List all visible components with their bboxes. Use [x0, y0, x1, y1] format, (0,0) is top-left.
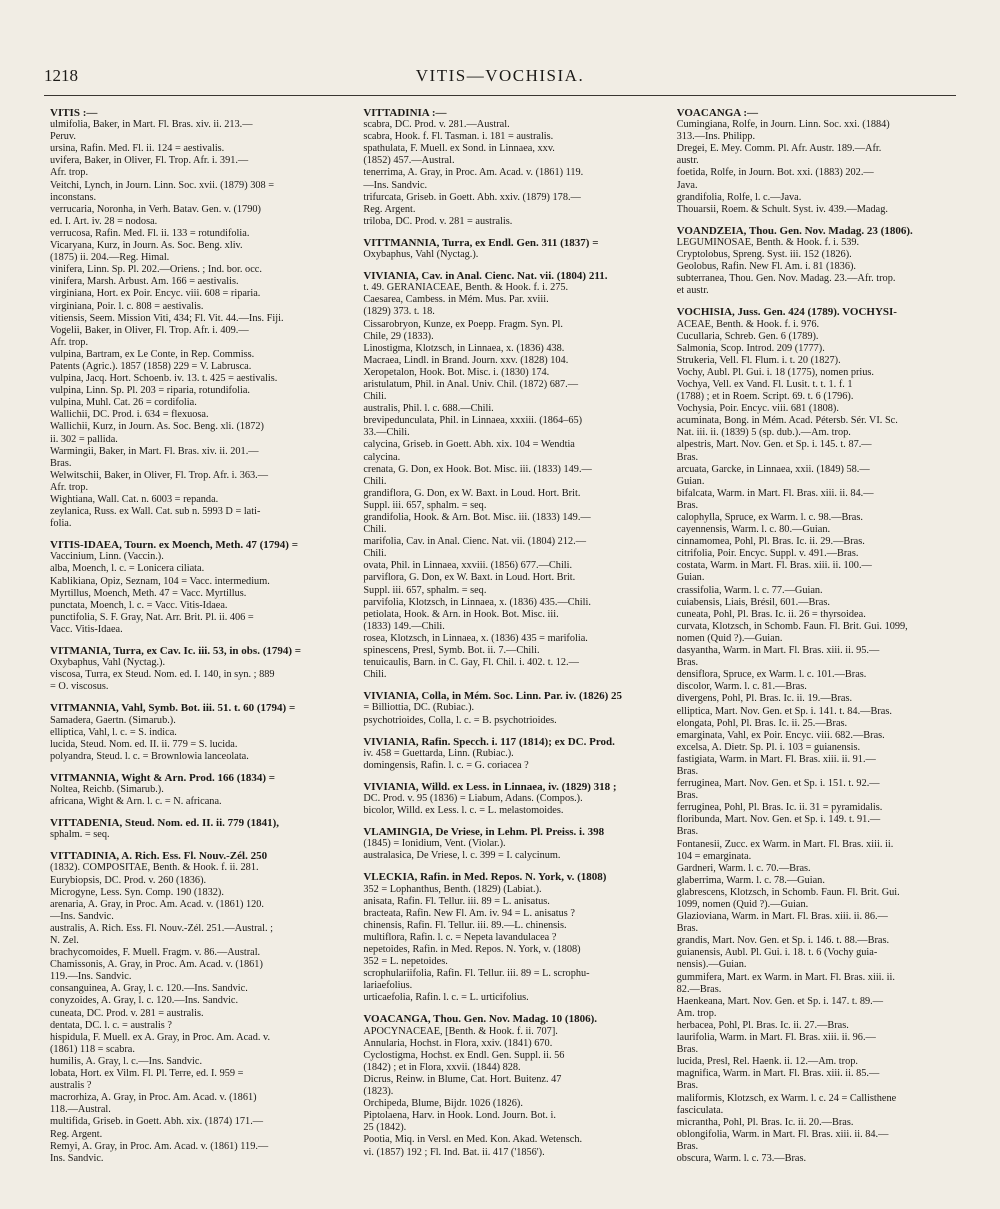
genus-heading: VITMANNIA, Wight & Arn. Prod. 166 (1834) = — [50, 771, 276, 784]
entry-line: grandis, Mart. Nov. Gen. et Sp. i. 146. t. 88.—Bras. — [676, 935, 890, 947]
entry-line: Bras. — [676, 1080, 699, 1092]
entry-line: Chamissonis, A. Gray, in Proc. Am. Acad. v. (1861) — [50, 959, 263, 971]
entry-line: folia. — [50, 518, 72, 530]
entry-line: Strukeria, Vell. Fl. Flum. i. t. 20 (1827). — [676, 354, 841, 366]
entry-line: Vicaryana, Kurz, in Journ. As. Soc. Beng. xliv. — [50, 240, 243, 252]
entry-line: 1099, nomen (Quid ?).—Guian. — [676, 899, 809, 910]
entry-line: spathulata, F. Muell. ex Sond. in Linnaea, xxv. — [363, 143, 555, 155]
entry-line: vulpina, Muhl. Cat. 26 = cordifolia. — [50, 397, 197, 409]
entry-line: gummifera, Mart. ex Warm. in Mart. Fl. Bras. xiii. ii. — [676, 971, 895, 983]
entry-block — [50, 539, 337, 636]
entry-line: Cumingiana, Rolfe, in Journ. Linn. Soc. xxi. (1884) — [676, 119, 890, 131]
entry-line: vitiensis, Seem. Mission Viti, 434; Fl. Vit. 44.—Ins. Fiji. — [50, 312, 284, 324]
entry-line: t. 49. GERANIACEAE, Benth. & Hook. f. i. 275. — [363, 282, 569, 294]
entry-line: 118.—Austral. — [50, 1104, 111, 1116]
entry-line: Annularia, Hochst. in Flora, xxiv. (1841) 670. — [363, 1037, 553, 1049]
entry-line: (1788) ; et in Roem. Script. 69. t. 6 (1796). — [676, 391, 854, 403]
entry-line: ulmifolia, Baker, in Mart. Fl. Bras. xiv. ii. 213.— — [50, 119, 253, 131]
entry-line: ferruginea, Mart. Nov. Gen. et Sp. i. 151. t. 92.— — [676, 778, 880, 790]
entry-line: ed. I. Art. iv. 28 = nodosa. — [50, 215, 158, 227]
entry-line: dasyantha, Warm. in Mart. Fl. Bras. xiii. ii. 95.— — [676, 645, 880, 657]
entry-line: Wallichii, Kurz, in Journ. As. Soc. Beng. xli. (1872) — [50, 421, 264, 433]
entry-line: scabra, Hook. f. Fl. Tasman. i. 181 = australis. — [363, 131, 554, 143]
entry-line: nensis).—Guian. — [676, 959, 747, 971]
entry-line: (1832). COMPOSITAE, Benth. & Hook. f. ii. 281. — [50, 862, 259, 874]
entry-line: Warmingii, Baker, in Mart. Fl. Bras. xiv. ii. 201.— — [50, 445, 259, 457]
entry-block — [363, 736, 650, 772]
entry-line: Remyi, A. Gray, in Proc. Am. Acad. v. (1861) 119.— — [50, 1140, 269, 1152]
text-columns — [50, 107, 964, 1195]
entry-line: Vochya, Vell. ex Vand. Fl. Lusit. t. t. 1. f. 1 — [676, 378, 853, 390]
entry-line: glaberrima, Warm. l. c. 78.—Guian. — [676, 874, 825, 886]
entry-line: Bras. — [676, 451, 699, 463]
entry-line: nomen (Quid ?).—Guian. — [676, 632, 783, 644]
entry-line: viscosa, Turra, ex Steud. Nom. ed. I. 140, in syn. ; 889 — [50, 669, 275, 681]
entry-line: Wightiana, Wall. Cat. n. 6003 = repanda. — [50, 494, 219, 505]
entry-line: crassifolia, Warm. l. c. 77.—Guian. — [676, 584, 823, 596]
entry-line: bicolor, Willd. ex Less. l. c. = L. melastomoides. — [363, 805, 564, 817]
entry-line: obscura, Warm. l. c. 73.—Bras. — [676, 1152, 807, 1164]
entry-line: Suppl. iii. 657, sphalm. = seq. — [363, 499, 487, 511]
entry-line: arcuata, Garcke, in Linnaea, xxii. (1849) 58.— — [676, 463, 870, 475]
entry-line: 25 (1842). — [363, 1122, 407, 1134]
entry-line: scrophulariifolia, Rafin. Fl. Tellur. iii. 89 = L. scrophu- — [363, 968, 590, 980]
entry-line: emarginata, Vahl, ex Poir. Encyc. viii. 682.—Bras. — [676, 729, 885, 741]
entry-line: bracteata, Rafin. New Fl. Am. iv. 94 = L. anisatus ? — [363, 907, 575, 919]
entry-block — [363, 826, 650, 862]
entry-line: Bras. — [676, 790, 699, 802]
entry-line: ovata, Phil. in Linnaea, xxviii. (1856) 677.—Chili. — [363, 560, 573, 572]
entry-line: fasciculata. — [676, 1104, 724, 1116]
entry-line: grandifolia, Rolfe, l. c.—Java. — [676, 191, 802, 203]
entry-line: (1833) 149.—Chili. — [363, 620, 445, 632]
entry-line: punctata, Moench, l. c. = Vacc. Vitis-Idaea. — [50, 599, 228, 611]
entry-block — [363, 690, 650, 726]
entry-line: crenata, G. Don, ex Hook. Bot. Misc. iii. (1833) 149.— — [363, 463, 592, 475]
page-number: 1218 — [44, 66, 78, 85]
entry-line: parviflora, G. Don, ex W. Baxt. in Loud. Hort. Brit. — [363, 572, 576, 584]
entry-line: zeylanica, Russ. ex Wall. Cat. sub n. 5993 D = lati- — [50, 506, 261, 518]
page-header — [44, 66, 956, 90]
entry-line: Bras. — [676, 923, 699, 935]
entry-line: iv. 458 = Guettarda, Linn. (Rubiac.). — [363, 747, 514, 759]
entry-line: (1861) 118 = scabra. — [50, 1043, 135, 1055]
entry-line: Cissarobryon, Kunze, ex Poepp. Fragm. Syn. Pl. — [363, 318, 563, 330]
entry-block — [677, 306, 964, 1165]
entry-line: austr. — [676, 155, 699, 167]
entry-line: Vogelii, Baker, in Oliver, Fl. Trop. Afr. i. 409.— — [50, 324, 249, 336]
entry-line: verrucosa, Rafin. Med. Fl. ii. 133 = rotundifolia. — [50, 227, 250, 239]
entry-block — [363, 270, 650, 681]
entry-line: conyzoides, A. Gray, l. c. 120.—Ins. Sandvic. — [50, 995, 239, 1007]
entry-line: Bras. — [50, 457, 72, 469]
entry-line: Samadera, Gaertn. (Simarub.). — [50, 714, 176, 726]
entry-line: verrucaria, Noronha, in Verh. Batav. Gen. v. (1790) — [50, 203, 261, 215]
entry-line: herbacea, Pohl, Pl. Bras. Ic. ii. 27.—Bras. — [676, 1019, 849, 1031]
entry-block — [50, 107, 337, 530]
entry-line: nepetoides, Rafin. in Med. Repos. N. York, v. (1808) — [363, 944, 581, 955]
entry-line: chinensis, Rafin. Fl. Tellur. iii. 89.—L. chinensis. — [363, 919, 567, 931]
entry-block — [363, 781, 650, 817]
entry-line: petiolata, Hook. & Arn. in Hook. Bot. Misc. iii. — [363, 608, 559, 620]
entry-line: spinescens, Presl, Symb. Bot. ii. 7.—Chili. — [363, 645, 540, 657]
entry-line: punctifolia, S. F. Gray, Nat. Arr. Brit. Pl. ii. 406 = — [50, 611, 254, 623]
entry-line: 119.—Ins. Sandvic. — [50, 971, 132, 983]
entry-line: Reg. Argent. — [50, 1128, 103, 1140]
entry-line: Bras. — [676, 1044, 699, 1056]
entry-line: urticaefolia, Rafin. l. c. = L. urticifolius. — [363, 992, 529, 1004]
entry-line: cinnamomea, Pohl, Pl. Bras. Ic. ii. 29.—Bras. — [676, 536, 865, 548]
entry-line: grandifolia, Hook. & Arn. Bot. Misc. iii. (1833) 149.— — [363, 512, 591, 523]
entry-line: lariaefolius. — [363, 980, 413, 992]
entry-line: domingensis, Rafin. l. c. = G. coriacea ? — [363, 759, 529, 771]
entry-line: ii. 302 = pallida. — [50, 433, 118, 445]
entry-line: cuneata, Pohl, Pl. Bras. Ic. ii. 26 = thyrsoidea. — [676, 608, 866, 620]
entry-line: foetida, Rolfe, in Journ. Bot. xxi. (1883) 202.— — [676, 167, 874, 179]
entry-line: 82.—Bras. — [676, 983, 722, 995]
entry-line: elliptica, Mart. Nov. Gen. et Sp. i. 141. t. 84.—Bras. — [676, 705, 892, 717]
entry-line: scabra, DC. Prod. v. 281.—Austral. — [363, 119, 510, 131]
entry-line: Bras. — [676, 826, 699, 838]
entry-line: elliptica, Vahl, l. c. = S. indica. — [50, 726, 177, 738]
entry-line: Suppl. iii. 657, sphalm. = seq. — [363, 584, 487, 596]
entry-line: aristulatum, Phil. in Anal. Univ. Chil. (1872) 687.— — [363, 378, 579, 390]
entry-line: Vochysia, Poir. Encyc. viii. 681 (1808). — [676, 403, 839, 415]
entry-line: tenuicaulis, Barn. in C. Gay, Fl. Chil. i. 402. t. 12.— — [363, 657, 579, 669]
entry-line: cuiabensis, Liais, Brésil, 601.—Bras. — [676, 596, 830, 608]
entry-line: LEGUMINOSAE, Benth. & Hook. f. i. 539. — [676, 236, 860, 248]
genus-heading: VITMANNIA, Vahl, Symb. Bot. iii. 51. t. 60 (1794) = — [50, 702, 296, 715]
entry-line: 313.—Ins. Philipp. — [676, 131, 756, 143]
entry-line: vulpina, Jacq. Hort. Schoenb. iv. 13. t. 425 = aestivalis. — [50, 373, 278, 385]
entry-line: = Billiottia, DC. (Rubiac.). — [363, 702, 475, 714]
entry-line: curvata, Klotzsch, in Schomb. Faun. Fl. Brit. Gui. 1099, — [676, 620, 908, 632]
entry-line: = O. viscosus. — [50, 681, 109, 693]
entry-line: Myrtillus, Moench, Meth. 47 = Vacc. Myrtillus. — [50, 587, 247, 599]
entry-line: (1852) 457.—Austral. — [363, 155, 455, 167]
entry-line: multifida, Griseb. in Goett. Abh. xix. (1874) 171.— — [50, 1116, 264, 1128]
entry-line: parvifolia, Klotzsch, in Linnaea, x. (1836) 435.—Chili. — [363, 596, 591, 608]
entry-line: Peruv. — [50, 131, 76, 143]
entry-line: excelsa, A. Dietr. Sp. Pl. i. 103 = guianensis. — [676, 741, 861, 753]
entry-line: 104 = emarginata. — [676, 850, 752, 862]
column-1 — [50, 107, 337, 1195]
entry-line: discolor, Warm. l. c. 81.—Bras. — [676, 681, 807, 693]
entry-line: tenerrima, A. Gray, in Proc. Am. Acad. v. (1861) 119. — [363, 167, 584, 179]
column-2 — [363, 107, 650, 1195]
entry-block — [677, 225, 964, 298]
entry-line: hispidula, F. Muell. ex A. Gray, in Proc. Am. Acad. v. — [50, 1031, 271, 1043]
entry-line: 352 = Lophanthus, Benth. (1829) (Labiat.). — [363, 883, 542, 895]
entry-line: Kablikiana, Opiz, Seznam, 104 = Vacc. intermedium. — [50, 575, 270, 587]
entry-line: africana, Wight & Arn. l. c. = N. africana. — [50, 796, 222, 808]
entry-line: lobata, Hort. ex Vilm. Fl. Pl. Terre, ed. I. 959 = — [50, 1068, 244, 1080]
entry-line: Chili. — [363, 669, 387, 681]
genus-heading: VOANDZEIA, Thou. Gen. Nov. Madag. 23 (1806). — [676, 224, 913, 237]
entry-line: Bras. — [676, 657, 699, 669]
genus-heading: VITTADINIA, A. Rich. Ess. Fl. Nouv.-Zél. 250 — [50, 850, 268, 863]
entry-line: Guian. — [676, 475, 705, 487]
entry-line: Vaccinium, Linn. (Vaccin.). — [50, 551, 164, 563]
entry-line: cayennensis, Warm. l. c. 80.—Guian. — [676, 524, 831, 536]
entry-line: trifurcata, Griseb. in Goett. Abh. xxiv. (1879) 178.— — [363, 191, 581, 203]
entry-block — [363, 107, 650, 228]
entry-line: Oxybaphus, Vahl (Nyctag.). — [363, 249, 479, 261]
entry-line: —Ins. Sandvic. — [50, 910, 114, 922]
entry-line: et austr. — [676, 285, 709, 297]
entry-block — [363, 1013, 650, 1158]
entry-line: micrantha, Pohl, Pl. Bras. Ic. ii. 20.—Bras. — [676, 1116, 854, 1128]
entry-line: Bras. — [676, 765, 699, 777]
entry-line: laurifolia, Warm. in Mart. Fl. Bras. xiii. ii. 96.— — [676, 1032, 876, 1044]
genus-heading: VITTMANNIA, Turra, ex Endl. Gen. 311 (1837) = — [363, 236, 599, 249]
entry-line: 352 = L. nepetoides. — [363, 956, 448, 968]
entry-line: Vochy, Aubl. Pl. Gui. i. 18 (1775), nomen prius. — [676, 366, 875, 378]
entry-line: acuminata, Bong. in Mém. Acad. Pétersb. Sér. VI. Sc. — [676, 415, 898, 427]
genus-heading: VIVIANIA, Willd. ex Less. in Linnaea, iv. (1829) 318 ; — [363, 780, 617, 793]
entry-line: vulpina, Linn. Sp. Pl. 203 = riparia, rotundifolia. — [50, 385, 250, 397]
entry-line: australis, Phil. l. c. 688.—Chili. — [363, 403, 494, 415]
entry-line: citrifolia, Poir. Encyc. Suppl. v. 491.—Bras. — [676, 548, 859, 560]
genus-heading: VITTADENIA, Steud. Nom. ed. II. ii. 779 (1841), — [50, 817, 279, 830]
entry-line: bifalcata, Warm. in Mart. Fl. Bras. xiii. ii. 84.— — [676, 487, 874, 499]
entry-block — [363, 237, 650, 261]
entry-line: Gardneri, Warm. l. c. 70.—Bras. — [676, 862, 811, 874]
entry-line: lucida, Steud. Nom. ed. II. ii. 779 = S. lucida. — [50, 738, 238, 750]
entry-line: psychotrioides, Colla, l. c. = B. psychotrioides. — [363, 714, 557, 726]
entry-line: Afr. trop. — [50, 167, 89, 179]
entry-line: Java. — [676, 179, 698, 191]
genus-heading: VIVIANIA, Colla, in Mém. Soc. Linn. Par. iv. (1826) 25 — [363, 690, 623, 703]
entry-line: Pootia, Miq. in Versl. en Med. Kon. Akad. Wetensch. — [363, 1134, 583, 1146]
entry-line: macrorhiza, A. Gray, in Proc. Am. Acad. v. (1861) — [50, 1092, 257, 1104]
entry-line: rosea, Klotzsch, in Linnaea, x. (1836) 435 = marifolia. — [363, 632, 588, 644]
genus-heading: VOACANGA :— — [676, 107, 759, 119]
entry-line: Oxybaphus, Vahl (Nyctag.). — [50, 657, 166, 669]
entry-line: australis, A. Rich. Ess. Fl. Nouv.-Zél. 251.—Austral. ; — [50, 922, 273, 934]
entry-line: Cucullaria, Schreb. Gen. 6 (1789). — [676, 330, 819, 342]
entry-line: Guian. — [676, 572, 705, 584]
entry-line: Glazioviana, Warm. in Mart. Fl. Bras. xiii. ii. 86.— — [676, 911, 888, 923]
entry-line: alpestris, Mart. Nov. Gen. et Sp. i. 145. t. 87.— — [676, 439, 872, 451]
entry-line: Orchipeda, Blume, Bijdr. 1026 (1826). — [363, 1098, 523, 1110]
entry-line: DC. Prod. v. 95 (1836) = Liabum, Adans. (Compos.). — [363, 792, 583, 804]
genus-heading: VITIS-IDAEA, Tourn. ex Moench, Meth. 47 (1794) = — [50, 539, 298, 552]
entry-line: anisata, Rafin. Fl. Tellur. iii. 89 = L. anisatus. — [363, 895, 550, 907]
entry-line: Eurybiopsis, DC. Prod. v. 260 (1836). — [50, 874, 207, 886]
entry-line: Veitchi, Lynch, in Journ. Linn. Soc. xvii. (1879) 308 = — [50, 179, 275, 191]
genus-heading: VLAMINGIA, De Vriese, in Lehm. Pl. Preiss. i. 398 — [363, 826, 605, 839]
entry-line: (1875) ii. 204.—Reg. Himal. — [50, 252, 170, 264]
header-rule — [44, 95, 956, 96]
genus-heading: VLECKIA, Rafin. in Med. Repos. N. York, v. (1808) — [363, 871, 607, 884]
entry-line: marifolia, Cav. in Anal. Cienc. Nat. vii. (1804) 212.— — [363, 536, 587, 548]
entry-line: maliformis, Klotzsch, ex Warm. l. c. 24 = Callisthene — [676, 1092, 897, 1104]
entry-line: (1829) 373. t. 18. — [363, 306, 435, 318]
entry-line: —Ins. Sandvic. — [363, 179, 428, 191]
entry-line: Reg. Argent. — [363, 203, 416, 215]
genus-heading: VITMANIA, Turra, ex Cav. Ic. iii. 53, in obs. (1794) = — [50, 645, 302, 658]
entry-line: Chili. — [363, 391, 387, 403]
entry-line: polyandra, Steud. l. c. = Brownlowia lanceolata. — [50, 750, 249, 762]
entry-line: glabrescens, Klotzsch, in Schomb. Faun. Fl. Brit. Gui. — [676, 886, 900, 898]
entry-line: vi. (1857) 192 ; Fl. Ind. Bat. ii. 417 ('1856'). — [363, 1146, 545, 1158]
entry-line: Welwitschii, Baker, in Oliver, Fl. Trop. Afr. i. 363.— — [50, 469, 269, 481]
entry-line: guianensis, Aubl. Pl. Gui. i. 18. t. 6 (Vochy guia- — [676, 947, 878, 959]
entry-line: Chile, 29 (1833). — [363, 330, 434, 342]
entry-line: grandiflora, G. Don, ex W. Baxt. in Loud. Hort. Brit. — [363, 487, 581, 499]
entry-line: Piptolaena, Harv. in Hook. Lond. Journ. Bot. i. — [363, 1110, 556, 1122]
entry-line: ferruginea, Pohl, Pl. Bras. Ic. ii. 31 = pyramidalis. — [676, 802, 883, 814]
genus-heading: VITIS :— — [50, 107, 98, 119]
entry-line: 33.—Chili. — [363, 427, 410, 439]
entry-line: uvifera, Baker, in Oliver, Fl. Trop. Afr. i. 391.— — [50, 155, 249, 167]
entry-line: (1845) = Ionidium, Vent. (Violar.). — [363, 838, 506, 850]
entry-line: Fontanesii, Zucc. ex Warm. in Mart. Fl. Bras. xiii. ii. — [676, 838, 894, 850]
entry-block — [50, 817, 337, 841]
entry-line: Vacc. Vitis-Idaea. — [50, 623, 123, 635]
entry-line: Xeropetalon, Hook. Bot. Misc. i. (1830) 174. — [363, 366, 550, 378]
entry-line: Patents (Agric.). 1857 (1858) 229 = V. Labrusca. — [50, 360, 252, 372]
entry-line: calycina. — [363, 451, 401, 463]
entry-line: Am. trop. — [676, 1007, 717, 1019]
entry-block — [50, 772, 337, 808]
entry-line: Nat. iii. ii. (1839) 5 (sp. dub.).—Am. trop. — [676, 427, 851, 439]
entry-line: Dicrus, Reinw. in Blume, Cat. Hort. Buitenz. 47 — [363, 1073, 562, 1085]
running-head: VITIS—VOCHISIA. — [415, 66, 585, 85]
entry-line: Afr. trop. — [50, 336, 89, 348]
entry-block — [677, 107, 964, 216]
entry-line: Chili. — [363, 524, 387, 536]
entry-line: costata, Warm. in Mart. Fl. Bras. xiii. ii. 100.— — [676, 560, 872, 572]
entry-line: vulpina, Bartram, ex Le Conte, in Rep. Commiss. — [50, 348, 255, 360]
entry-line: Microgyne, Less. Syn. Comp. 190 (1832). — [50, 886, 224, 898]
entry-line: australasica, De Vriese, l. c. 399 = I. calycinum. — [363, 850, 561, 862]
entry-line: inconstans. — [50, 191, 97, 203]
entry-line: calophylla, Spruce, ex Warm. l. c. 98.—Bras. — [676, 512, 863, 523]
entry-block — [50, 850, 337, 1164]
entry-line: Macraea, Lindl. in Brand. Journ. xxv. (1828) 104. — [363, 354, 569, 366]
genus-heading: VIVIANIA, Rafin. Specch. i. 117 (1814); ex DC. Prod. — [363, 735, 615, 748]
entry-block — [363, 871, 650, 1004]
entry-line: arenaria, A. Gray, in Proc. Am. Acad. v. (1861) 120. — [50, 898, 264, 910]
entry-line: Cryptolobus, Spreng. Syst. iii. 152 (1826). — [676, 249, 852, 261]
entry-line: Salmonia, Scop. Introd. 209 (1777). — [676, 342, 825, 354]
entry-line: virginiana, Poir. l. c. 808 = aestivalis. — [50, 300, 204, 312]
entry-line: brachycomoides, F. Muell. Fragm. v. 86.—Austral. — [50, 947, 261, 959]
entry-line: virginiana, Hort. ex Poir. Encyc. viii. 608 = riparia. — [50, 288, 261, 300]
entry-line: alba, Moench, l. c. = Lonicera ciliata. — [50, 563, 205, 575]
entry-line: Ins. Sandvic. — [50, 1152, 104, 1164]
entry-line: lucida, Presl, Rel. Haenk. ii. 12.—Am. trop. — [676, 1056, 858, 1068]
entry-line: Bras. — [676, 499, 699, 511]
entry-line: divergens, Pohl, Pl. Bras. Ic. ii. 19.—Bras. — [676, 693, 853, 705]
entry-line: floribunda, Mart. Nov. Gen. et Sp. i. 149. t. 91.— — [676, 814, 881, 826]
entry-line: sphalm. = seq. — [50, 829, 110, 841]
entry-line: vinifera, Linn. Sp. Pl. 202.—Oriens. ; Ind. bor. occ. — [50, 264, 262, 276]
entry-line: Thouarsii, Roem. & Schult. Syst. iv. 439.—Madag. — [676, 203, 888, 215]
entry-line: Wallichii, DC. Prod. i. 634 = flexuosa. — [50, 409, 209, 421]
entry-line: subterranea, Thou. Gen. Nov. Madag. 23.—Afr. trop. — [676, 273, 896, 285]
genus-heading: VOACANGA, Thou. Gen. Nov. Madag. 10 (1806). — [363, 1013, 597, 1026]
entry-line: Dregei, E. Mey. Comm. Pl. Afr. Austr. 189.—Afr. — [676, 143, 882, 155]
entry-line: Afr. trop. — [50, 481, 89, 493]
entry-line: Linostigma, Klotzsch, in Linnaea, x. (1836) 438. — [363, 342, 565, 354]
entry-line: Geolobus, Rafin. New Fl. Am. i. 81 (1836). — [676, 261, 856, 273]
column-3 — [677, 107, 964, 1195]
entry-line: APOCYNACEAE, [Benth. & Hook. f. ii. 707]. — [363, 1025, 558, 1037]
entry-line: consanguinea, A. Gray, l. c. 120.—Ins. Sandvic. — [50, 983, 248, 995]
entry-line: ursina, Rafin. Med. Fl. ii. 124 = aestivalis. — [50, 143, 225, 155]
entry-line: Chili. — [363, 475, 387, 487]
entry-line: fastigiata, Warm. in Mart. Fl. Bras. xiii. ii. 91.— — [676, 753, 876, 765]
entry-line: brevipedunculata, Phil. in Linnaea, xxxiii. (1864–65) — [363, 415, 583, 427]
entry-line: oblongifolia, Warm. in Mart. Fl. Bras. xiii. ii. 84.— — [676, 1128, 889, 1140]
entry-line: densiflora, Spruce, ex Warm. l. c. 101.—Bras. — [676, 669, 867, 681]
entry-line: Caesarea, Cambess. in Mém. Mus. Par. xviii. — [363, 294, 549, 306]
entry-line: elongata, Pohl, Pl. Bras. Ic. ii. 25.—Bras. — [676, 717, 848, 729]
entry-line: N. Zel. — [50, 935, 79, 946]
entry-line: dentata, DC. l. c. = australis ? — [50, 1019, 172, 1031]
entry-line: cuneata, DC. Prod. v. 281 = australis. — [50, 1007, 204, 1019]
entry-line: australis ? — [50, 1080, 92, 1092]
entry-line: vinifera, Marsh. Arbust. Am. 166 = aestivalis. — [50, 276, 239, 288]
entry-line: humilis, A. Gray, l. c.—Ins. Sandvic. — [50, 1055, 203, 1067]
entry-block — [50, 702, 337, 762]
genus-heading: VIVIANIA, Cav. in Anal. Cienc. Nat. vii. (1804) 211. — [363, 270, 608, 283]
entry-block — [50, 645, 337, 693]
entry-line: (1842) ; et in Flora, xxvii. (1844) 828. — [363, 1061, 521, 1073]
entry-line: multiflora, Rafin. l. c. = Nepeta lavandulacea ? — [363, 931, 557, 943]
entry-line: (1823). — [363, 1086, 394, 1098]
entry-line: triloba, DC. Prod. v. 281 = australis. — [363, 215, 513, 227]
entry-line: Chili. — [363, 548, 387, 560]
entry-line: Bras. — [676, 1140, 699, 1152]
genus-heading: VITTADINIA :— — [363, 107, 447, 119]
entry-line: calycina, Griseb. in Goett. Abh. xix. 104 = Wendtia — [363, 439, 575, 451]
entry-line: Cyclostigma, Hochst. ex Endl. Gen. Suppl. ii. 56 — [363, 1049, 565, 1061]
entry-line: ACEAE, Benth. & Hook. f. i. 976. — [676, 318, 820, 330]
entry-line: magnifica, Warm. in Mart. Fl. Bras. xiii. ii. 85.— — [676, 1068, 880, 1080]
entry-line: Haenkeana, Mart. Nov. Gen. et Sp. i. 147. t. 89.— — [676, 995, 884, 1007]
genus-heading: VOCHISIA, Juss. Gen. 424 (1789). VOCHYSI- — [676, 306, 897, 319]
entry-line: Noltea, Reichb. (Simarub.). — [50, 783, 164, 795]
